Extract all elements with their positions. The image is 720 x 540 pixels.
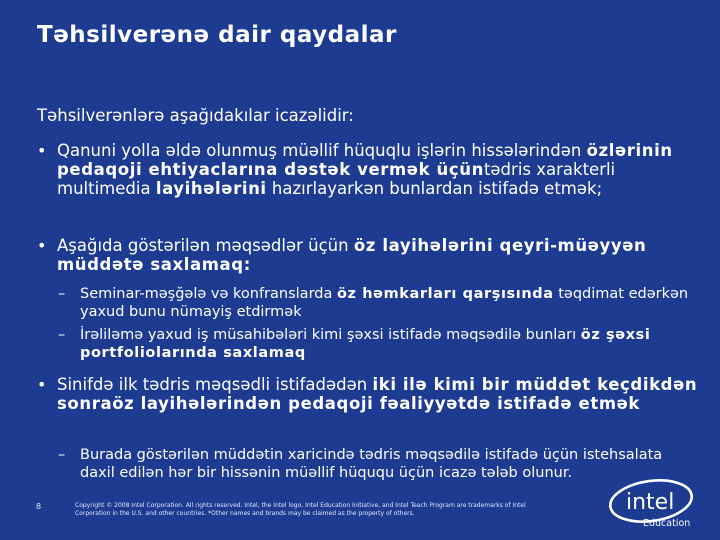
slide-title: Təhsilverənə dair qaydalar xyxy=(37,22,397,48)
bullet-3-text: Sinifdə ilk tədris məqsədli istifadədən xyxy=(57,375,373,394)
bullet-dot-icon: • xyxy=(37,236,47,255)
bullet-1 xyxy=(37,141,707,198)
bullet-2-text: Aşağıda göstərilən məqsədlər üçün xyxy=(57,236,354,255)
dash-icon: – xyxy=(58,327,66,343)
bullet-2 xyxy=(37,236,677,274)
sub-bullet-2-2 xyxy=(58,326,670,362)
bullet-1-text-a: Qanuni yolla əldə olunmuş müəllif hüquqlu işlərin hissələrindən xyxy=(57,141,587,160)
copyright-footer: Copyright © 2008 Intel Corporation. All rights reserved. Intel, the Intel logo, Intel Education Initiative, and Intel Teach Program are trademarks of Intel Corporation in the U.S. and other countries. *Other names and brands may be claimed as the property of others. xyxy=(75,502,526,517)
bullet-3-bold-a: iki ilə kimi bir müddət keçdikdən sonra xyxy=(57,375,698,413)
sub-3-1-text: Burada göstərilən müddətin xaricində tədris məqsədilə istifadə üçün istehsalata daxil edilən hər bir hissənin müəllif hüququ üçün icazə tələb olunur. xyxy=(80,447,663,481)
sub-bullet-2-1 xyxy=(58,285,700,321)
bullet-1-text-b: tədris xarakterli multimedia xyxy=(57,160,616,198)
dash-icon: – xyxy=(58,447,66,463)
sub-2-2-text: İrəliləmə yaxud iş müsahibələri kimi şəxsi istifadə məqsədilə bunları xyxy=(80,327,581,343)
bullet-3-bold-b: öz layihələrindən pedaqoji fəaliyyətdə istifadə etmək xyxy=(112,394,640,413)
sub-2-2-bold: öz şəxsi portfoliolarında saxlamaq xyxy=(80,327,651,361)
bullet-2-bold: öz layihələrini qeyri-müəyyən müddətə saxlamaq: xyxy=(57,236,647,274)
intro-text: Təhsilverənlərə aşağıdakılar icazəlidir: xyxy=(37,106,354,125)
sub-2-1-bold: öz həmkarları qarşısında xyxy=(336,286,554,302)
logo-word: intel xyxy=(626,490,675,515)
bullet-dot-icon: • xyxy=(37,375,47,394)
dash-icon: – xyxy=(58,286,66,302)
bullet-1-bold-b: layihələrini xyxy=(155,179,267,198)
bullet-1-text-c: hazırlayarkən bunlardan istifadə etmək; xyxy=(266,179,603,198)
bullet-3 xyxy=(37,375,707,413)
bullet-1-bold-a: özlərinin pedaqoji ehtiyaclarına dəstək vermək üçün xyxy=(57,141,673,179)
logo-subtitle: Education xyxy=(643,518,691,529)
bullet-dot-icon: • xyxy=(37,141,47,160)
sub-2-1-text-b: təqdimat edərkən yaxud bunu nümayiş etdirmək xyxy=(80,286,689,320)
sub-2-1-text-a: Seminar-məşğələ və konfranslarda xyxy=(80,286,337,302)
sub-bullet-3-1 xyxy=(58,446,680,482)
page-number: 8 xyxy=(36,502,42,511)
